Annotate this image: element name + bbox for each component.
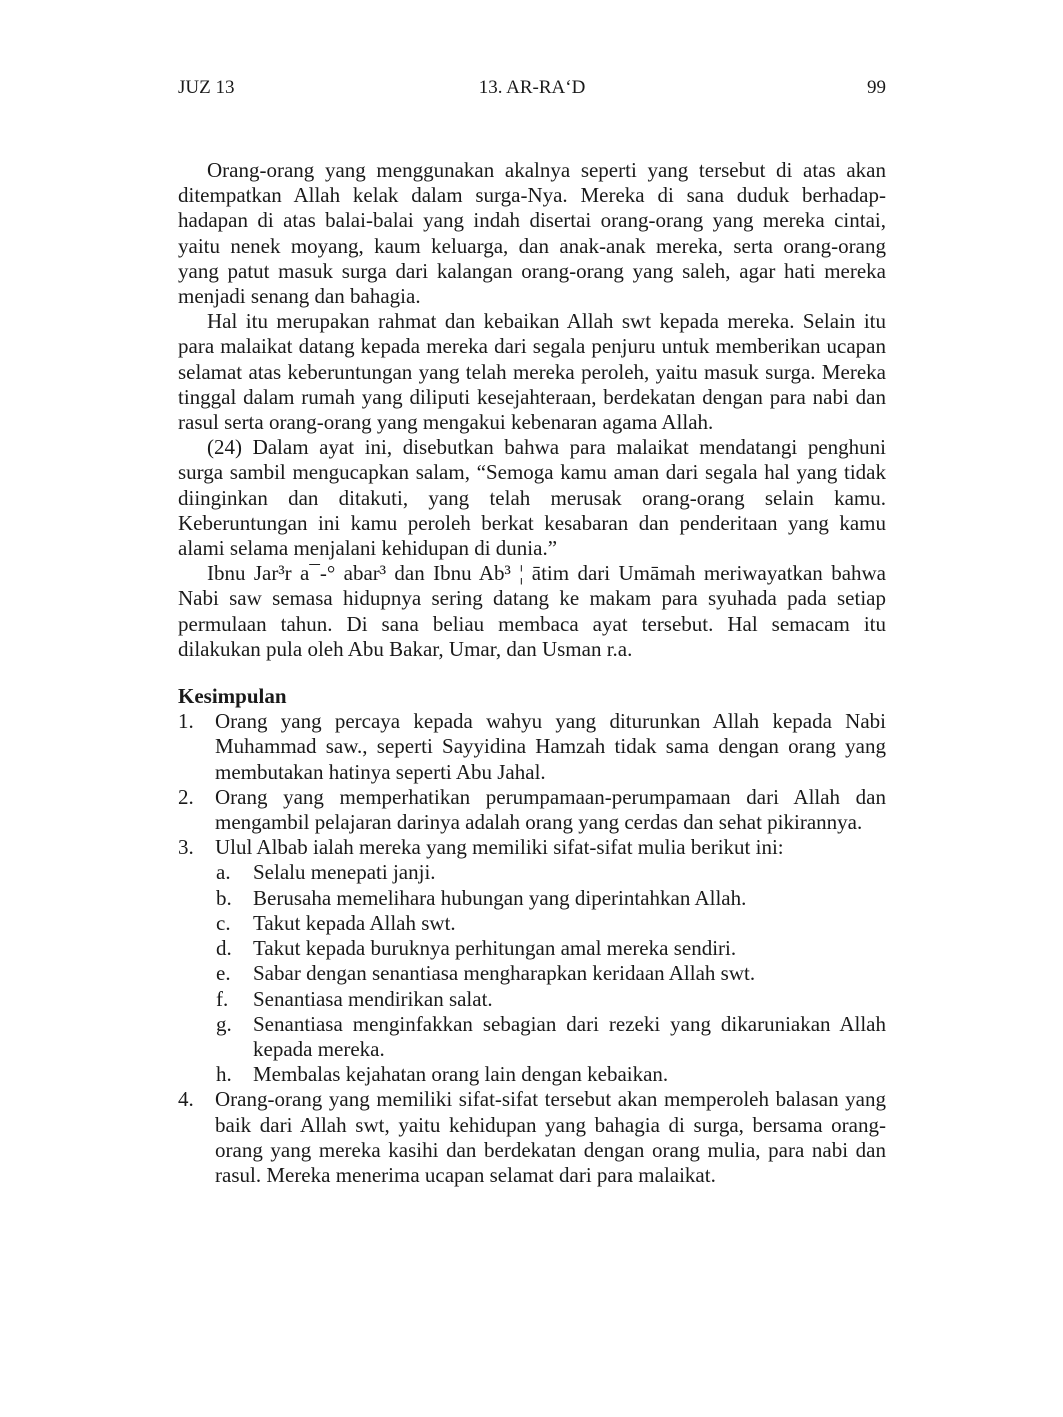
- trait-text: Senantiasa mendirikan salat.: [253, 986, 493, 1011]
- item-text: Ulul Albab ialah mereka yang memiliki sifat-sifat mulia berikut ini:: [215, 835, 784, 860]
- trait-text: Membalas kejahatan orang lain dengan kebaikan.: [253, 1062, 669, 1087]
- trait-item: [215, 886, 886, 911]
- trait-text: Takut kepada Allah swt.: [253, 910, 456, 935]
- trait-letter: b.: [216, 885, 232, 910]
- page-body: [178, 158, 886, 1188]
- paragraph: Hal itu merupakan rahmat dan kebaikan Allah swt kepada mereka. Selain itu para malaikat datang kepada mereka dari segala penjuru untuk memberikan ucapan selamat atas keberuntungan yang telah mereka peroleh, yaitu masuk surga. Mereka tinggal dalam rumah yang diliputi kesejahteraan, berdekatan dengan para nabi dan rasul serta orang-orang yang mengakui kebenaran agama Allah.: [178, 309, 886, 435]
- trait-letter: c.: [216, 910, 231, 935]
- item-number: 2.: [178, 784, 194, 809]
- trait-letter: e.: [216, 961, 231, 986]
- trait-item: [215, 961, 886, 986]
- trait-item: [215, 987, 886, 1012]
- ulul-albab-traits-list: [215, 860, 886, 1087]
- juz-label: JUZ 13: [178, 77, 235, 98]
- trait-text: Selalu menepati janji.: [253, 860, 436, 885]
- trait-text: Berusaha memelihara hubungan yang diperintahkan Allah.: [253, 885, 747, 910]
- conclusion-item: [178, 709, 886, 785]
- paragraph: Ibnu Jar³r a¯-° abar³ dan Ibnu Ab³ ¦ ātim dari Umāmah meriwayatkan bahwa Nabi saw semasa hidupnya sering datang ke makam para syuhada pada setiap permulaan tahun. Di sana beliau membaca ayat tersebut. Hal semacam itu dilakukan pula oleh Abu Bakar, Umar, dan Usman r.a.: [178, 561, 886, 661]
- item-text: Orang-orang yang memiliki sifat-sifat tersebut akan memperoleh balasan yang baik dari Allah swt, yaitu kehidupan yang bahagia di surga, bersama orang-orang yang mereka kasihi dan berdekatan dengan orang mulia, para nabi dan rasul. Mereka menerima ucapan selamat dari para malaikat.: [215, 1087, 886, 1187]
- item-number: 3.: [178, 835, 194, 860]
- paragraph: Orang-orang yang menggunakan akalnya seperti yang tersebut di atas akan ditempatkan Allah kelak dalam surga-Nya. Mereka di sana duduk berhadap-hadapan di atas balai-balai yang indah disertai orang-orang yang mereka cintai, yaitu nenek moyang, kaum keluarga, dan anak-anak mereka, serta orang-orang yang patut masuk surga dari kalangan orang-orang yang saleh, agar hati mereka menjadi senang dan bahagia.: [178, 158, 886, 309]
- trait-item: [215, 860, 886, 885]
- item-number: 1.: [178, 709, 194, 734]
- trait-text: Takut kepada buruknya perhitungan amal mereka sendiri.: [253, 936, 737, 961]
- chapter-title: 13. AR-RA‘D: [478, 77, 586, 98]
- trait-letter: f.: [216, 986, 229, 1011]
- paragraph: (24) Dalam ayat ini, disebutkan bahwa para malaikat mendatangi penghuni surga sambil mengucapkan salam, “Semoga kamu aman dari segala hal yang tidak diinginkan dan ditakuti, yang telah merusak orang-orang selain kamu. Keberuntungan ini kamu peroleh berkat kesabaran dan penderitaan yang kamu alami selama menjalani kehidupan di dunia.”: [178, 435, 886, 561]
- trait-letter: g.: [216, 1011, 232, 1036]
- trait-letter: d.: [216, 936, 232, 961]
- item-number: 4.: [178, 1087, 194, 1112]
- trait-item: [215, 936, 886, 961]
- trait-letter: h.: [216, 1062, 232, 1087]
- item-text: Orang yang memperhatikan perumpamaan-perumpamaan dari Allah dan mengambil pelajaran darinya adalah orang yang cerdas dan sehat pikirannya.: [215, 784, 886, 835]
- conclusion-heading: Kesimpulan: [178, 684, 287, 709]
- trait-letter: a.: [216, 860, 231, 885]
- trait-item: [215, 911, 886, 936]
- trait-item: [215, 1012, 886, 1062]
- trait-text: Sabar dengan senantiasa mengharapkan keridaan Allah swt.: [253, 961, 756, 986]
- trait-text: Senantiasa menginfakkan sebagian dari rezeki yang dikaruniakan Allah kepada mereka.: [253, 1011, 886, 1061]
- conclusion-item: [178, 835, 886, 1087]
- page-number: 99: [867, 77, 886, 98]
- item-text: Orang yang percaya kepada wahyu yang diturunkan Allah kepada Nabi Muhammad saw., seperti Sayyidina Hamzah tidak sama dengan orang yang membutakan hatinya seperti Abu Jahal.: [215, 709, 886, 784]
- conclusion-list: [178, 709, 886, 1188]
- conclusion-item: [178, 785, 886, 835]
- trait-item: [215, 1062, 886, 1087]
- conclusion-item: [178, 1087, 886, 1188]
